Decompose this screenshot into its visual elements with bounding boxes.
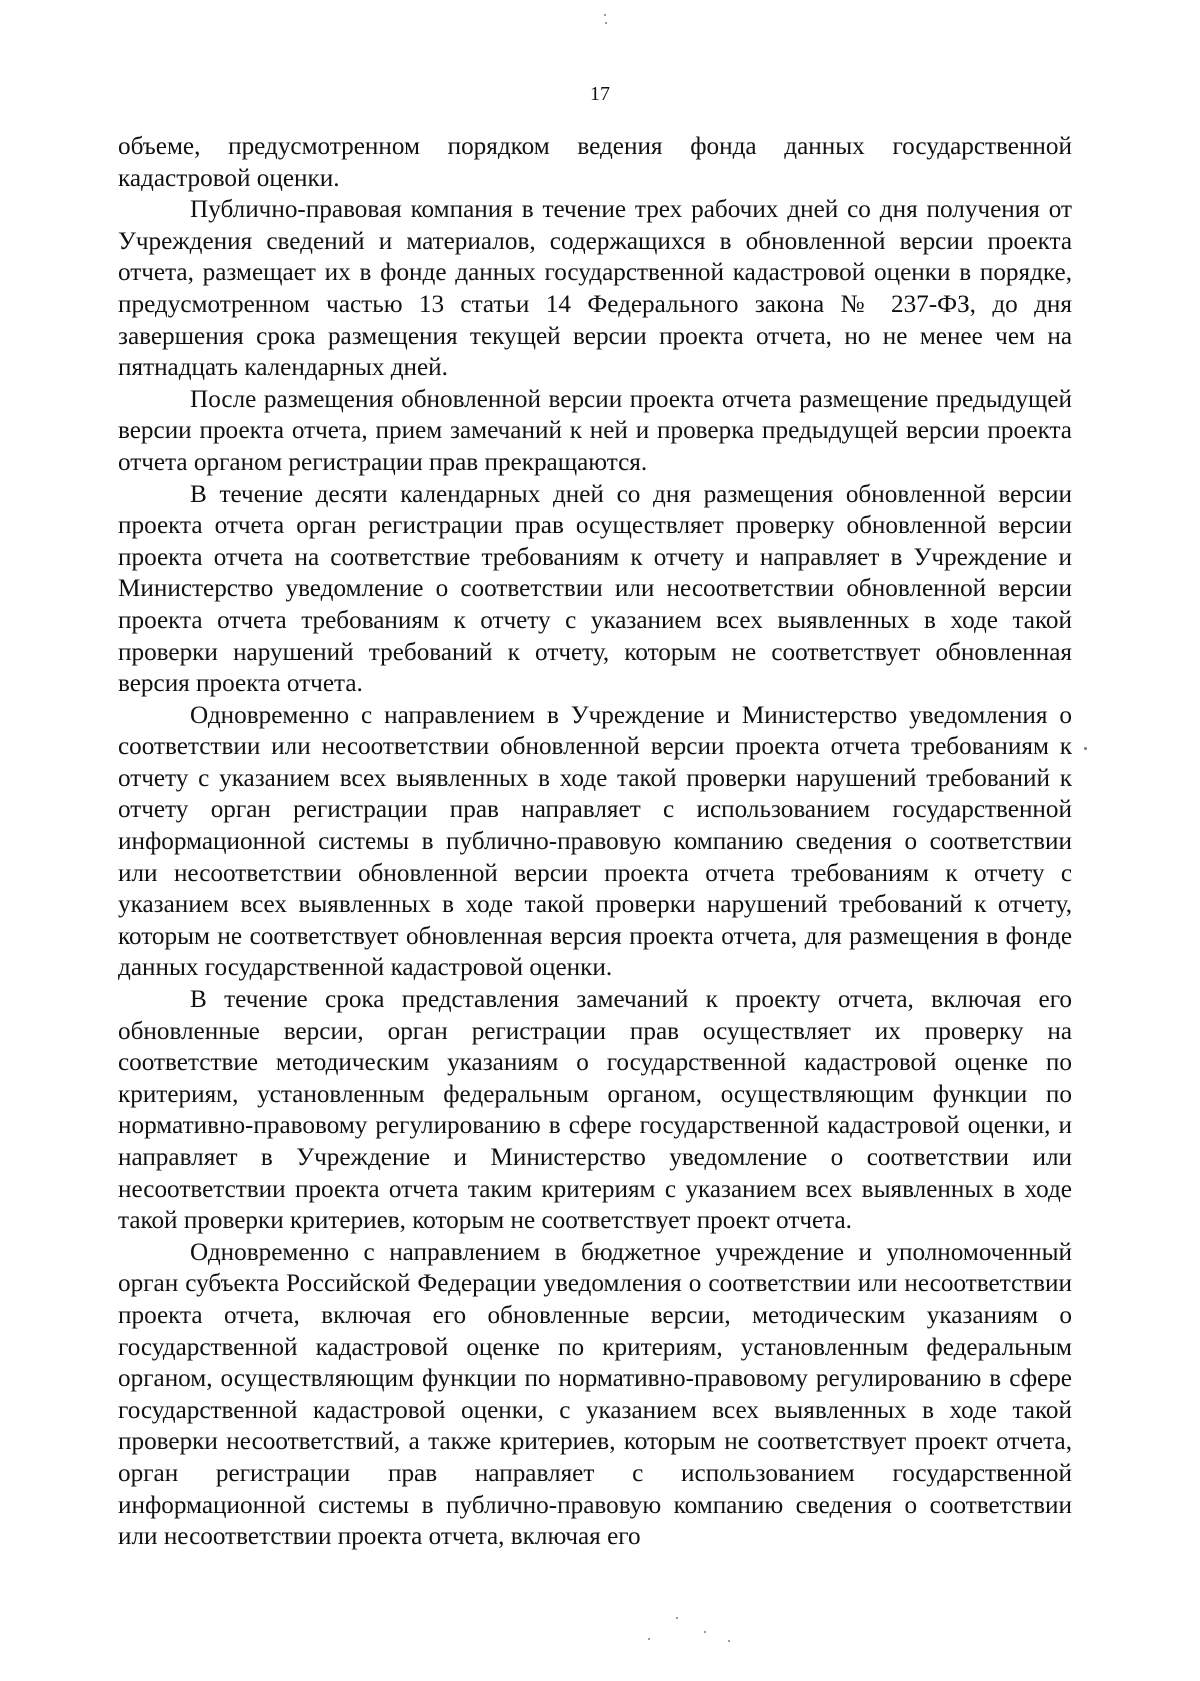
scan-speck [648,1638,650,1640]
paragraph-publication-of-updated-version: Публично-правовая компания в течение трех рабочих дней со дня получения от Учреждения сведений и материалов, содержащихся в обновленной версии проекта отчета, размещает их в фонде данных государственной кадастровой оценки в порядке, предусмотренном частью 13 статьи 14 Федерального закона № 237-ФЗ, до дня завершения срока размещения текущей версии проекта отчета, но не менее чем на пятнадцать календарных дней. [118,196,1072,382]
paragraph-previous-version-termination: После размещения обновленной версии проекта отчета размещение предыдущей версии проекта отчета, прием замечаний к ней и проверка предыдущей версии проекта отчета органом регистрации прав прекращаются. [118,385,1072,476]
scan-speck [1084,747,1087,750]
scan-speck [676,1617,678,1619]
body-text [118,131,1072,1553]
page-number: 17 [590,83,610,105]
paragraph-simultaneous-notification: Одновременно с направлением в Учреждение и Министерство уведомления о соответствии или несоответствии обновленной версии проекта отчета требованиям к отчету с указанием всех выявленных в ходе такой проверки нарушений требований к отчету орган регистрации прав направляет с использованием государственной информационной системы в публично-правовую компанию сведения о соответствии или несоответствии обновленной версии проекта отчета требованиям к отчету с указанием всех выявленных в ходе такой проверки нарушений требований к отчету, которым не соответствует обновленная версия проекта отчета, для размещения в фонде данных государственной кадастровой оценки. [118,701,1072,982]
scan-speck [604,14,606,16]
paragraph-continuation: объеме, предусмотренном порядком ведения фонда данных государственной кадастровой оценки. [118,133,1072,192]
scan-speck [728,1640,730,1642]
scan-speck [605,22,607,24]
paragraph-criteria-information-transfer: Одновременно с направлением в бюджетное учреждение и уполномоченный орган субъекта Российской Федерации уведомления о соответствии или несоответствии проекта отчета, включая его обновленные версии, методическим указаниям о государственной кадастровой оценке по критериям, установленным федеральным органом, осуществляющим функции по нормативно-правовому регулированию в сфере государственной кадастровой оценки, с указанием всех выявленных в ходе такой проверки несоответствий, а также критериев, которым не соответствует проект отчета, орган регистрации прав направляет с использованием государственной информационной системы в публично-правовую компанию сведения о соответствии или несоответствии проекта отчета, включая его [118,1238,1072,1551]
paragraph-registration-authority-check: В течение десяти календарных дней со дня размещения обновленной версии проекта отчета орган регистрации прав осуществляет проверку обновленной версии проекта отчета на соответствие требованиям к отчету и направляет в Учреждение и Министерство уведомление о соответствии или несоответствии обновленной версии проекта отчета требованиям к отчету с указанием всех выявленных в ходе такой проверки нарушений требований к отчету, которым не соответствует обновленная версия проекта отчета. [118,480,1072,698]
scan-speck [704,1631,706,1633]
paragraph-methodical-criteria-check: В течение срока представления замечаний к проекту отчета, включая его обновленные версии, орган регистрации прав осуществляет их проверку на соответствие методическим указаниям о государственной кадастровой оценке по критериям, установленным федеральным органом, осуществляющим функции по нормативно-правовому регулированию в сфере государственной кадастровой оценки, и направляет в Учреждение и Министерство уведомление о соответствии или несоответствии проекта отчета таким критериям с указанием всех выявленных в ходе такой проверки критериев, которым не соответствует проект отчета. [118,986,1072,1235]
